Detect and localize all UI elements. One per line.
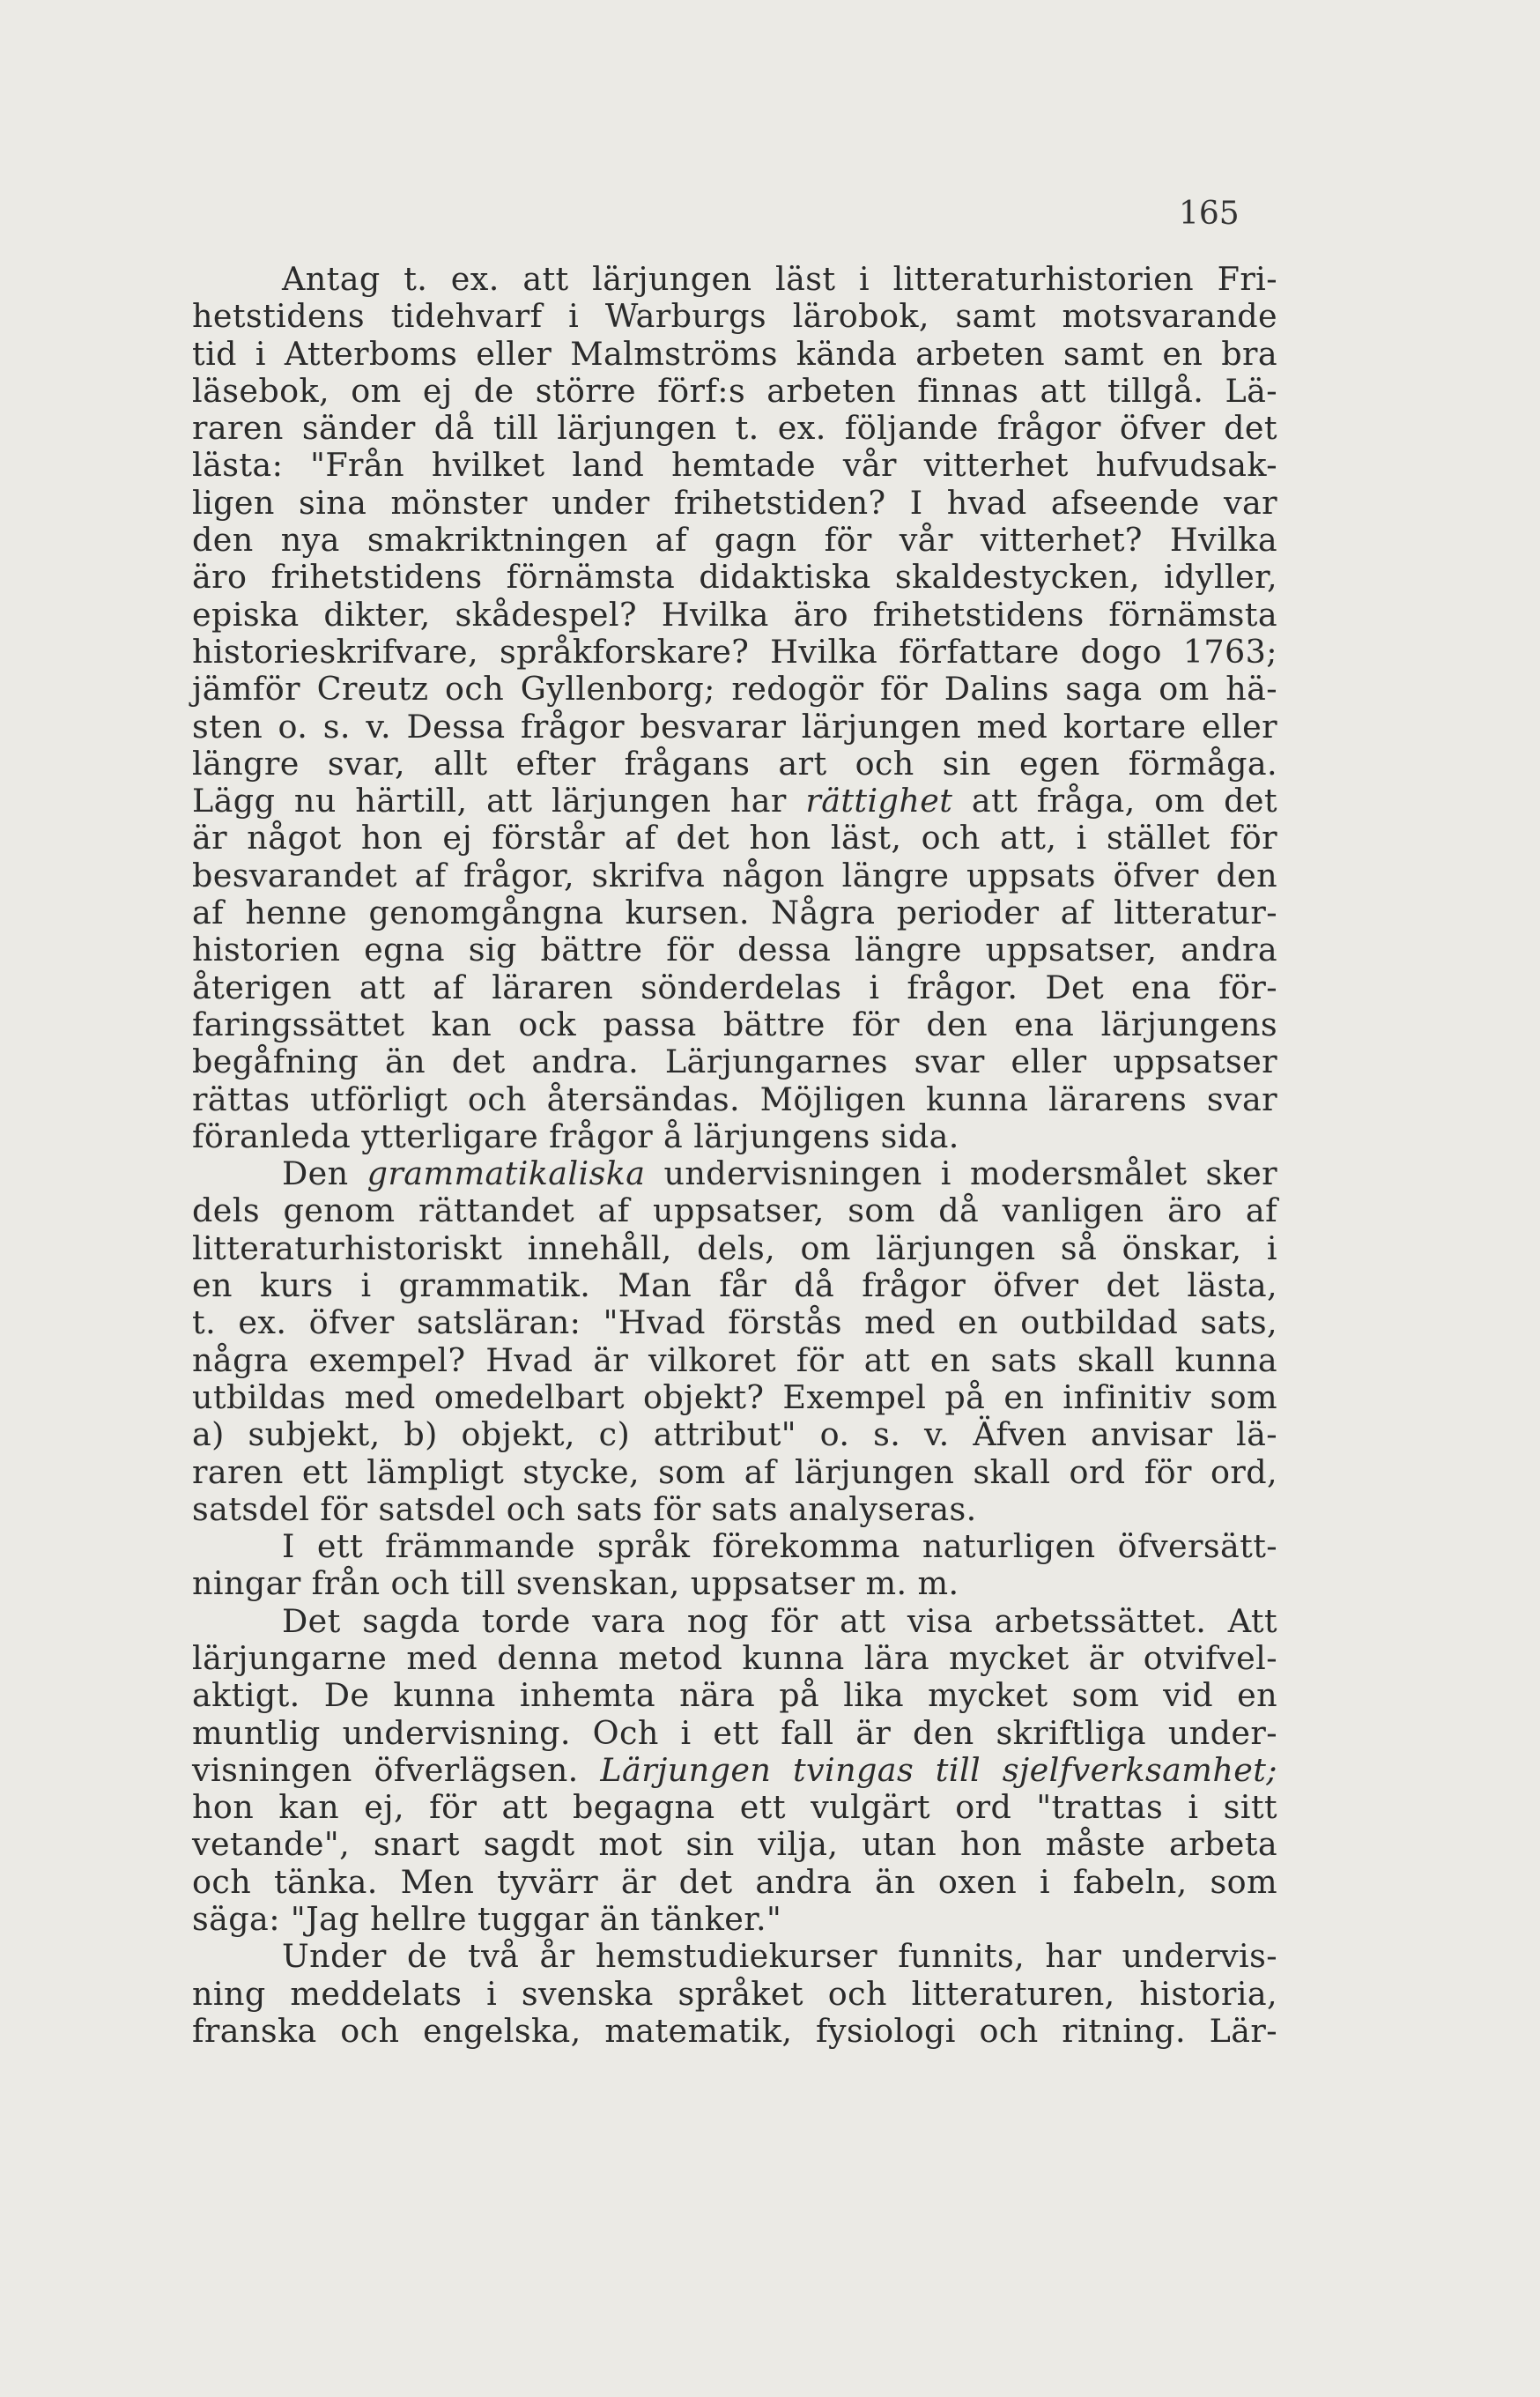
text-line: episka dikter, skådespel? Hvilka äro frihetstidens förnämsta (192, 595, 1277, 634)
text-line (192, 1155, 1277, 1192)
text-line: a) subjekt, b) objekt, c) attribut" o. s. v. Äfven anvisar lä- (192, 1415, 1277, 1454)
text-line: hetstidens tidehvarf i Warburgs lärobok, samt motsvarande (192, 297, 1277, 336)
text-line: I ett främmande språk förekomma naturligen öfversätt- (282, 1527, 1277, 1566)
text-line: lärjungarne med denna metod kunna lära mycket är otvifvel- (192, 1638, 1277, 1677)
text-line: aktigt. De kunna inhemta nära på lika mycket som vid en (192, 1676, 1277, 1715)
page-number: 165 (1179, 196, 1240, 232)
text-line: af henne genomgångna kursen. Några perioder af litteratur- (192, 894, 1277, 932)
text-line: äro frihetstidens förnämsta didaktiska skaldestycken, idyller, (192, 558, 1277, 597)
text-line: rättas utförligt och återsändas. Möjligen kunna lärarens svar (192, 1080, 1277, 1118)
text-line: besvarandet af frågor, skrifva någon längre uppsats öfver den (192, 856, 1277, 894)
text-line: litteraturhistoriskt innehåll, dels, om lärjungen så önskar, i (192, 1228, 1277, 1267)
text-line: några exempel? Hvad är vilkoret för att en sats skall kunna (192, 1340, 1277, 1379)
text-segment: Lägg nu härtill, att lärjungen har (192, 782, 806, 820)
text-line: längre svar, allt efter frågans art och sin egen förmåga. (192, 744, 1277, 783)
text-line: ningar från och till svenskan, uppsatser m. m. (192, 1564, 959, 1603)
text-segment: Den (282, 1154, 367, 1193)
text-line: dels genom rättandet af uppsatser, som då vanligen äro af (192, 1191, 1277, 1230)
text-line: t. ex. öfver satsläran: "Hvad förstås med en outbildad sats, (192, 1303, 1277, 1342)
text-line: den nya smakriktningen af gagn för vår vitterhet? Hvilka (192, 521, 1277, 560)
text-line: satsdel för satsdel och sats för sats analyseras. (192, 1489, 977, 1528)
text-line: är något hon ej förstår af det hon läst, och att, i stället för (192, 819, 1277, 857)
text-segment: att fråga, om det (952, 782, 1277, 820)
text-line: Det sagda torde vara nog för att visa arbetssättet. Att (282, 1601, 1277, 1640)
text-line: sten o. s. v. Dessa frågor besvarar lärjungen med kortare eller (192, 707, 1277, 746)
text-line: jämför Creutz och Gyllenborg; redogör för Dalins saga om hä- (192, 670, 1277, 709)
italic-text-segment: rättighet (805, 782, 953, 820)
text-line: ligen sina mönster under frihetstiden? I hvad afseende var (192, 483, 1277, 522)
text-segment: visningen öfverlägsen. (192, 1750, 601, 1789)
text-line: begåfning än det andra. Lärjungarnes svar eller uppsatser (192, 1043, 1277, 1081)
text-line: återigen att af läraren sönderdelas i frågor. Det ena för- (192, 968, 1277, 1006)
text-line: hon kan ej, för att begagna ett vulgärt ord "trattas i sitt (192, 1788, 1277, 1827)
text-line: en kurs i grammatik. Man får då frågor öfver det lästa, (192, 1266, 1277, 1305)
text-line: utbildas med omedelbart objekt? Exempel på en infinitiv som (192, 1377, 1277, 1416)
text-line: tid i Atterboms eller Malmströms kända arbeten samt en bra (192, 334, 1277, 373)
text-line: vetande", snart sagdt mot sin vilja, utan hon måste arbeta (192, 1825, 1277, 1864)
text-line: raren sänder då till lärjungen t. ex. följande frågor öfver det (192, 409, 1277, 448)
body-text (192, 261, 1277, 2050)
text-line: faringssättet kan ock passa bättre för den ena lärjungens (192, 1005, 1277, 1043)
text-line: Antag t. ex. att lärjungen läst i litteraturhistorien Fri- (282, 260, 1277, 298)
text-line (192, 1752, 1277, 1789)
italic-text-segment: Lärjungen tvingas till sjelfverksamhet; (600, 1750, 1277, 1789)
text-line: historieskrifvare, språkforskare? Hvilka författare dogo 1763; (192, 632, 1277, 671)
italic-text-segment: grammatikaliska (366, 1154, 646, 1193)
text-line: säga: "Jag hellre tuggar än tänker." (192, 1900, 782, 1939)
text-line: läsebok, om ej de större förf:s arbeten finnas att tillgå. Lä- (192, 371, 1277, 410)
text-segment: undervisningen i modersmålet sker (645, 1154, 1277, 1193)
text-line: föranleda ytterligare frågor å lärjungens sida. (192, 1117, 959, 1155)
text-line (192, 783, 1277, 820)
text-line: lästa: "Från hvilket land hemtade vår vitterhet hufvudsak- (192, 446, 1277, 485)
text-line: ning meddelats i svenska språket och litteraturen, historia, (192, 1974, 1277, 2013)
text-line: muntlig undervisning. Och i ett fall är den skriftliga under- (192, 1713, 1277, 1752)
text-line: historien egna sig bättre för dessa längre uppsatser, andra (192, 931, 1277, 969)
text-line: Under de två år hemstudiekurser funnits, har undervis- (282, 1937, 1277, 1976)
text-line: och tänka. Men tyvärr är det andra än oxen i fabeln, som (192, 1862, 1277, 1901)
text-line: raren ett lämpligt stycke, som af lärjungen skall ord för ord, (192, 1452, 1277, 1491)
text-line: franska och engelska, matematik, fysiologi och ritning. Lär- (192, 2011, 1277, 2050)
